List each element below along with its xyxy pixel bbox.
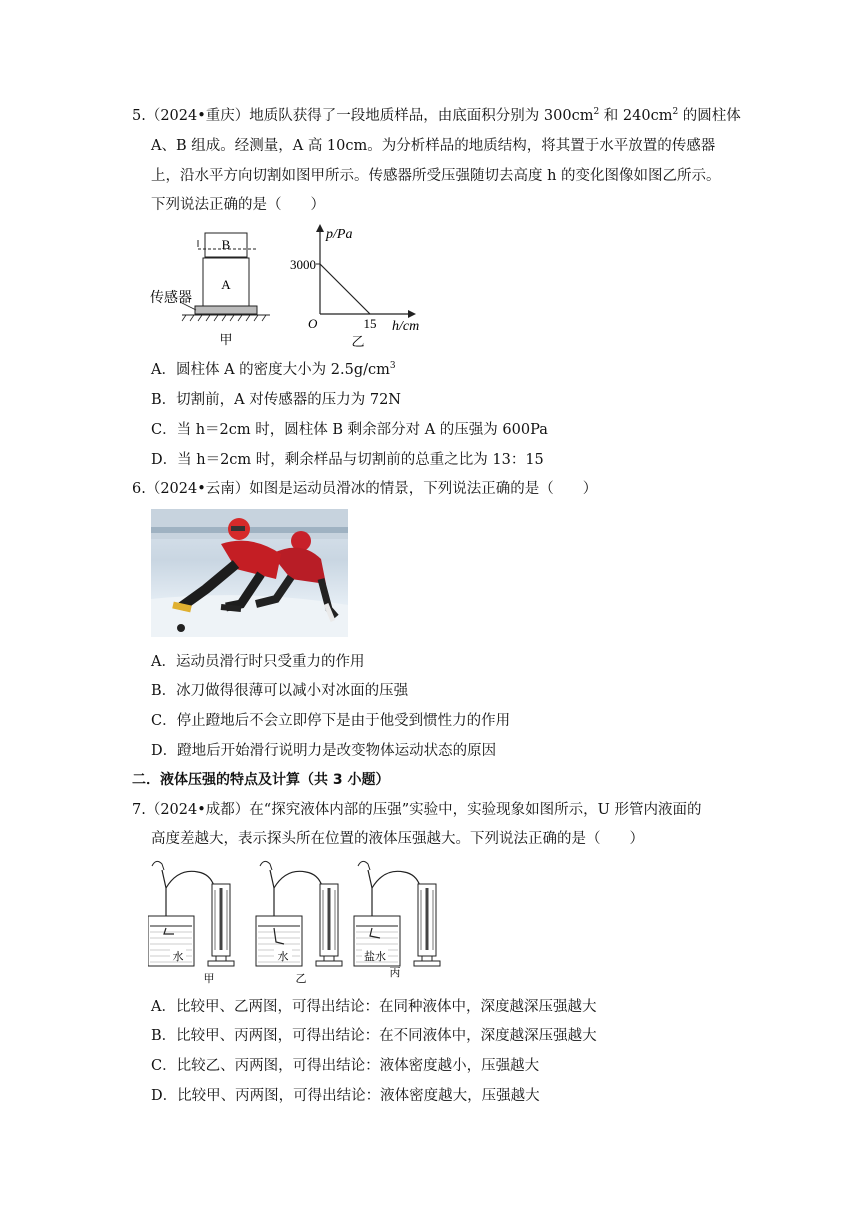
- origin-label: O: [308, 316, 318, 331]
- q6-option-a: A．运动员滑行时只受重力的作用: [151, 654, 365, 670]
- q7-option-d: D．比较甲、丙两图，可得出结论：液体密度越大，压强越大: [151, 1088, 540, 1104]
- caption-2: 乙: [295, 972, 307, 985]
- label-a: A: [221, 277, 231, 292]
- liquid-label-3: 盐水: [364, 950, 386, 963]
- label-sensor: 传感器: [150, 290, 192, 306]
- q5-stem-line1: 5.（2024•重庆）地质队获得了一段地质样品，由底面积分别为 $300cm^2$ 和 $240cm^2$ 的圆柱体: [132, 107, 741, 124]
- pressure-graph-yi: [290, 224, 419, 350]
- caption-yi: 乙: [351, 335, 365, 350]
- caption-3: 丙: [389, 966, 401, 979]
- q5-stem-line3: 上，沿水平方向切割如图甲所示。传感器所受压强随切去高度 h 的变化图像如图乙所示。: [151, 168, 721, 184]
- q7-stem-line2: 高度差越大，表示探头所在位置的液体压强越大。下列说法正确的是（ ）: [151, 831, 644, 847]
- cylinder-diagram-jia: [150, 233, 270, 348]
- q5-option-d: D．当 h＝2cm 时，剩余样品与切割前的总重之比为 13：15: [151, 452, 544, 468]
- q7-figure: [148, 858, 448, 988]
- q7-stem-line1: 7.（2024•成都）在“探究液体内部的压强”实验中，实验现象如图所示，U 形管内液面的: [132, 802, 702, 818]
- q5-option-c: C．当 h＝2cm 时，圆柱体 B 剩余部分对 A 的压强为 600Pa: [151, 422, 548, 438]
- x-tick-label: 15: [363, 316, 377, 331]
- q6-stem: 6.（2024•云南）如图是运动员滑冰的情景，下列说法正确的是（ ）: [132, 481, 598, 497]
- q6-option-c: C．停止蹬地后不会立即停下是由于他受到惯性力的作用: [151, 713, 511, 729]
- x-axis-label: h/cm: [392, 319, 420, 334]
- y-axis-label: p/Pa: [326, 227, 353, 242]
- apparatus-yi: [256, 861, 342, 985]
- liquid-label-1: 水: [172, 950, 184, 963]
- speed-skating-photo: [151, 509, 348, 637]
- caption-jia: 甲: [219, 333, 233, 348]
- q5-figure: [150, 222, 440, 352]
- q5-stem-line4: 下列说法正确的是（ ）: [151, 197, 325, 213]
- q5-stem-line2: A、B 组成。经测量，A 高 10cm。为分析样品的地质结构，将其置于水平放置的传感器: [151, 138, 716, 154]
- q6-option-d: D．蹬地后开始滑行说明力是改变物体运动状态的原因: [151, 743, 497, 759]
- label-b: B: [221, 237, 231, 252]
- q7-option-a: A．比较甲、乙两图，可得出结论：在同种液体中，深度越深压强越大: [151, 999, 597, 1015]
- q5-option-a: A．圆柱体 A 的密度大小为 $2.5g/cm^3$: [151, 361, 396, 378]
- liquid-label-2: 水: [277, 950, 289, 963]
- q6-option-b: B．冰刀做得很薄可以减小对冰面的压强: [151, 683, 409, 699]
- section-heading: 二．液体压强的特点及计算（共 3 小题）: [132, 772, 390, 788]
- q5-option-b: B．切割前，A 对传感器的压力为 72N: [151, 392, 401, 408]
- apparatus-jia: [148, 861, 234, 985]
- caption-1: 甲: [203, 972, 215, 985]
- apparatus-bing: [354, 861, 440, 979]
- y-tick-label: 3000: [290, 257, 316, 272]
- q7-option-c: C．比较乙、丙两图，可得出结论：液体密度越小，压强越大: [151, 1058, 540, 1074]
- skater-illustration: [151, 509, 348, 637]
- q7-option-b: B．比较甲、丙两图，可得出结论：在不同液体中，深度越深压强越大: [151, 1028, 597, 1044]
